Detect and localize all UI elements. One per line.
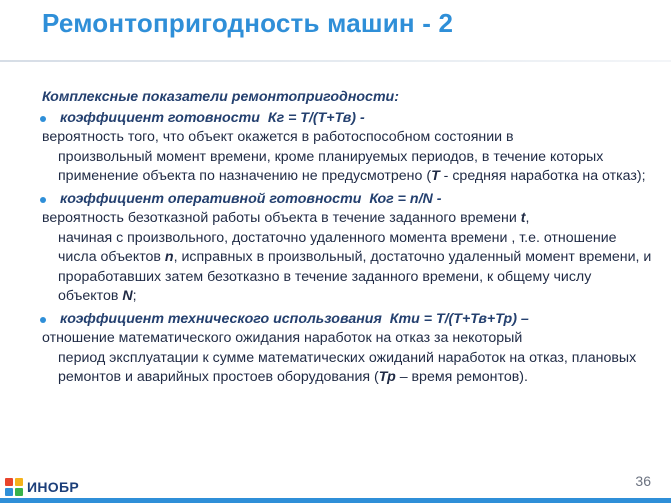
variable: N: [122, 288, 133, 304]
footer-bar: [0, 498, 671, 503]
description-text: вероятность безотказной работы объекта в течение заданного времени: [42, 210, 517, 226]
description-text: ;: [132, 288, 137, 304]
variable: Т: [431, 168, 440, 184]
content-heading: Комплексные показатели ремонтопригодности:: [42, 89, 399, 105]
term-label: коэффициент готовности: [60, 109, 260, 126]
bullet-item-operational-readiness: [42, 190, 652, 210]
description-text: начиная с произвольного, достаточно удаленного момента времени , т.е. отношение числа объектов: [58, 229, 617, 265]
formula: Ког = n/N -: [369, 190, 442, 207]
inobr-logo-icon: [4, 477, 24, 497]
bullet-item-readiness: [42, 109, 652, 129]
item-description: [42, 128, 652, 187]
bullet-dot-icon: [40, 116, 46, 122]
slide-content: [42, 88, 652, 388]
description-text: - средняя наработка на отказ);: [439, 168, 646, 184]
description-rest: [42, 349, 652, 388]
variable: Тр: [378, 369, 396, 385]
description-text: произвольный момент времени, кроме планируемых периодов, в течение которых применение объекта по назначению не предусмотрено (: [58, 148, 604, 184]
item-description: [42, 209, 652, 307]
logo-text: ИНОБР: [27, 479, 79, 495]
formula: Кти = Т/(Т+Тв+Тр) –: [389, 310, 529, 327]
bullet-dot-icon: [40, 317, 46, 323]
bullet-item-technical-use: [42, 310, 652, 330]
description-rest: [42, 229, 652, 307]
description-text: , исправных в произвольный, достаточно удаленный момент времени, и проработавших затем безотказно в течение заданного времени, к общему числу объектов: [58, 249, 652, 304]
description-text: – время ремонтов).: [395, 369, 528, 385]
page-number: 36: [635, 473, 651, 489]
description-first-line: отношение математического ожидания наработок на отказ за некоторый: [42, 330, 523, 346]
term-label: коэффициент технического использования: [60, 310, 382, 327]
slide-title: Ремонтопригодность машин - 2: [42, 8, 454, 38]
variable: t: [520, 210, 526, 226]
formula: Кг = Т/(Т+Тв) -: [267, 109, 365, 126]
item-description: [42, 329, 652, 388]
inobr-logo: [4, 477, 79, 497]
description-rest: [42, 148, 652, 187]
description-text: период эксплуатации к сумме математических ожиданий наработок на отказ, плановых ремонтов и аварийных простоев оборудования (: [58, 349, 637, 385]
variable: n: [164, 249, 174, 265]
description-first-line: вероятность безотказной работы объекта в течение заданного времени t,: [42, 210, 530, 226]
bullet-dot-icon: [40, 197, 46, 203]
title-divider: [0, 60, 671, 62]
term-label: коэффициент оперативной готовности: [60, 190, 362, 207]
description-first-line: вероятность того, что объект окажется в работоспособном состоянии в: [42, 129, 514, 145]
